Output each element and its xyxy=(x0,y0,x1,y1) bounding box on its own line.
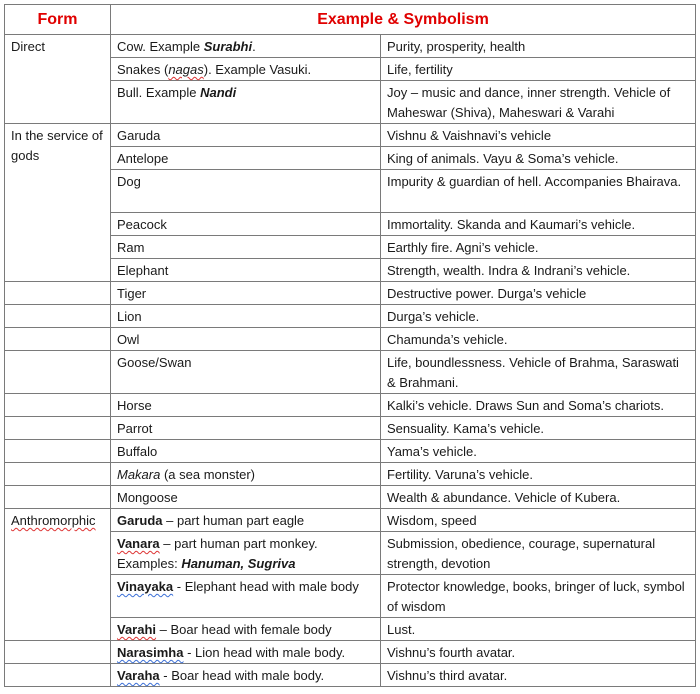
symbolism-cell: King of animals. Vayu & Soma’s vehicle. xyxy=(381,147,696,170)
form-cell: Owl xyxy=(111,328,381,351)
group-empty xyxy=(5,641,111,664)
form-cell: Lion xyxy=(111,305,381,328)
group-empty xyxy=(5,328,111,351)
table-row xyxy=(5,328,696,351)
symbolism-cell: Vishnu’s third avatar. xyxy=(381,664,696,687)
form-cell: Vinayaka - Elephant head with male body xyxy=(111,575,381,618)
form-cell: Elephant xyxy=(111,259,381,282)
group-empty xyxy=(5,664,111,687)
form-cell: Buffalo xyxy=(111,440,381,463)
form-cell: Cow. Example Surabhi. xyxy=(111,35,381,58)
symbolism-cell: Wealth & abundance. Vehicle of Kubera. xyxy=(381,486,696,509)
symbolism-cell: Lust. xyxy=(381,618,696,641)
header-form: Form xyxy=(5,5,111,35)
form-cell: Dog xyxy=(111,170,381,213)
table-row xyxy=(5,440,696,463)
symbolism-cell: Life, fertility xyxy=(381,58,696,81)
table-row xyxy=(5,641,696,664)
symbolism-cell: Strength, wealth. Indra & Indrani’s vehicle. xyxy=(381,259,696,282)
symbolism-cell: Earthly fire. Agni’s vehicle. xyxy=(381,236,696,259)
symbolism-cell: Vishnu’s fourth avatar. xyxy=(381,641,696,664)
group-empty xyxy=(5,351,111,394)
symbolism-cell: Durga’s vehicle. xyxy=(381,305,696,328)
group-empty xyxy=(5,394,111,417)
table-row xyxy=(5,124,696,147)
symbolism-cell: Sensuality. Kama’s vehicle. xyxy=(381,417,696,440)
form-cell: Bull. Example Nandi xyxy=(111,81,381,124)
group-empty xyxy=(5,305,111,328)
symbolism-cell: Wisdom, speed xyxy=(381,509,696,532)
group-service: In the service of gods xyxy=(5,124,111,282)
form-cell: Peacock xyxy=(111,213,381,236)
header-example-symbolism: Example & Symbolism xyxy=(111,5,696,35)
symbolism-cell: Life, boundlessness. Vehicle of Brahma, Saraswati & Brahmani. xyxy=(381,351,696,394)
table-row xyxy=(5,463,696,486)
symbolism-cell: Joy – music and dance, inner strength. Vehicle of Maheswar (Shiva), Maheswari & Varahi xyxy=(381,81,696,124)
symbolism-cell: Purity, prosperity, health xyxy=(381,35,696,58)
form-cell: Horse xyxy=(111,394,381,417)
symbolism-cell: Protector knowledge, books, bringer of luck, symbol of wisdom xyxy=(381,575,696,618)
table-row xyxy=(5,35,696,58)
form-cell: Antelope xyxy=(111,147,381,170)
header-row xyxy=(5,5,696,35)
table-row xyxy=(5,305,696,328)
symbolism-cell: Kalki’s vehicle. Draws Sun and Soma’s chariots. xyxy=(381,394,696,417)
symbolism-cell: Vishnu & Vaishnavi’s vehicle xyxy=(381,124,696,147)
table-row xyxy=(5,509,696,532)
table-row xyxy=(5,394,696,417)
symbolism-cell: Yama’s vehicle. xyxy=(381,440,696,463)
form-cell: Goose/Swan xyxy=(111,351,381,394)
symbolism-cell: Impurity & guardian of hell. Accompanies Bhairava. xyxy=(381,170,696,213)
form-cell: Ram xyxy=(111,236,381,259)
group-empty xyxy=(5,417,111,440)
form-cell: Garuda xyxy=(111,124,381,147)
form-cell: Varaha - Boar head with male body. xyxy=(111,664,381,687)
group-empty xyxy=(5,282,111,305)
symbolism-cell: Submission, obedience, courage, supernatural strength, devotion xyxy=(381,532,696,575)
symbolism-table xyxy=(4,4,696,687)
form-cell: Snakes (nagas). Example Vasuki. xyxy=(111,58,381,81)
group-anthro: Anthromorphic xyxy=(5,509,111,641)
form-cell: Tiger xyxy=(111,282,381,305)
table-row xyxy=(5,282,696,305)
form-cell: Makara (a sea monster) xyxy=(111,463,381,486)
form-cell: Mongoose xyxy=(111,486,381,509)
form-cell: Garuda – part human part eagle xyxy=(111,509,381,532)
table-row xyxy=(5,664,696,687)
group-empty xyxy=(5,486,111,509)
form-cell: Varahi – Boar head with female body xyxy=(111,618,381,641)
group-direct: Direct xyxy=(5,35,111,124)
table-row xyxy=(5,417,696,440)
form-cell: Vanara – part human part monkey. Examples: Hanuman, Sugriva xyxy=(111,532,381,575)
form-cell: Parrot xyxy=(111,417,381,440)
symbolism-cell: Chamunda’s vehicle. xyxy=(381,328,696,351)
group-empty xyxy=(5,463,111,486)
symbolism-cell: Fertility. Varuna’s vehicle. xyxy=(381,463,696,486)
table-row xyxy=(5,351,696,394)
group-empty xyxy=(5,440,111,463)
form-cell: Narasimha - Lion head with male body. xyxy=(111,641,381,664)
symbolism-cell: Destructive power. Durga’s vehicle xyxy=(381,282,696,305)
symbolism-cell: Immortality. Skanda and Kaumari’s vehicle. xyxy=(381,213,696,236)
table-row xyxy=(5,486,696,509)
